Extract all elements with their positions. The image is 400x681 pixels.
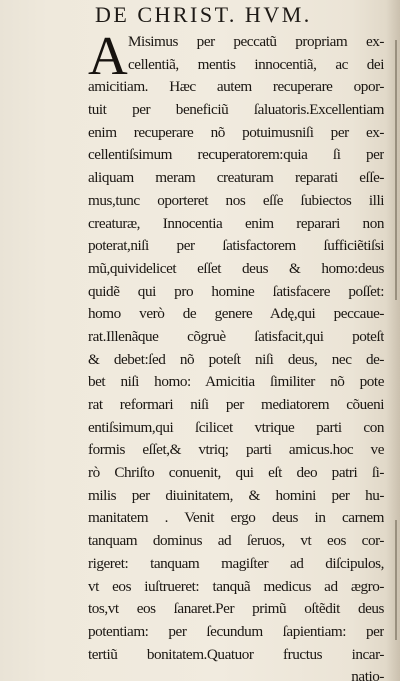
text-line: enim recuperare nõ potuimusniſi per ex-	[88, 123, 384, 141]
text-line: tanquam dominus ad ſeruos, vt eos cor-	[88, 532, 384, 550]
text-line: tuit per beneficiũ ſaluatoris.Excellentiam	[88, 101, 384, 119]
catchword: natio-	[351, 668, 384, 681]
text-block	[88, 25, 384, 681]
text-line: cellentiã, mentis innocentiã, ac dei	[128, 55, 384, 73]
gutter-shadow	[395, 520, 397, 640]
text-line: rigeret: tanquam magiſter ad diſcipulos,	[88, 554, 384, 572]
text-line: potentiam: per ſecundum ſapientiam: per	[88, 622, 384, 640]
text-line: aliquam meram creaturam reparati eſſe-	[88, 169, 384, 187]
text-line: rat.Illenãque cõgruè ſatisfacit,qui poteſt	[88, 327, 384, 345]
text-line: rat reformari niſi per mediatorem cõueni	[88, 396, 384, 413]
text-line: bet niſi homo: Amicitia ſimiliter nõ pote	[88, 373, 384, 391]
text-line: mũ,quividelicet eſſet deus & homo:deus	[88, 259, 384, 277]
text-line: mus,tunc oporteret nos eſſe ſubiectos illi	[88, 191, 384, 209]
text-line: cellentiſsimum recuperatorem:quia ſi per	[88, 146, 384, 164]
text-line: milis per diuinitatem, & homini per hu-	[88, 486, 384, 504]
text-line: rò Chriſto conuenit, qui eſt deo patri ſi-	[88, 464, 384, 482]
text-line: poterat,niſi per ſatisfactorem ſufficiẽtiſsi	[88, 237, 384, 255]
text-line: entiſsimum,qui ſcilicet vtrique parti con	[88, 418, 384, 436]
text-line: tertiũ bonitatem.Quatuor fructus incar-	[88, 645, 384, 663]
text-line: formis eſſet,& vtriq; parti amicus.hoc ve	[88, 441, 384, 459]
text-line: Misimus per peccatũ propriam ex-	[128, 33, 384, 50]
text-line: vt eos iuſtrueret: tanquã medicus ad ægro-	[88, 577, 384, 595]
text-line: tos,vt eos ſanaret.Per primũ oſtẽdit deus	[88, 600, 384, 618]
running-head: DE CHRIST. HVM.	[95, 2, 312, 27]
text-line: manitatem . Venit ergo deus in carnem	[88, 509, 384, 527]
drop-cap: A	[88, 25, 128, 86]
text-line: quidẽ qui pro homine ſatisfacere poſſet:	[88, 282, 384, 300]
text-line: amicitiam. Hæc autem recuperare opor-	[88, 78, 384, 96]
text-line: homo verò de genere Adę,qui peccauе-	[88, 305, 384, 323]
text-line: & debet:ſed nõ poteſt niſi deus, nec de-	[88, 350, 384, 368]
text-line: creaturæ, Innocentia enim reparari non	[88, 214, 384, 232]
gutter-shadow	[395, 40, 397, 300]
